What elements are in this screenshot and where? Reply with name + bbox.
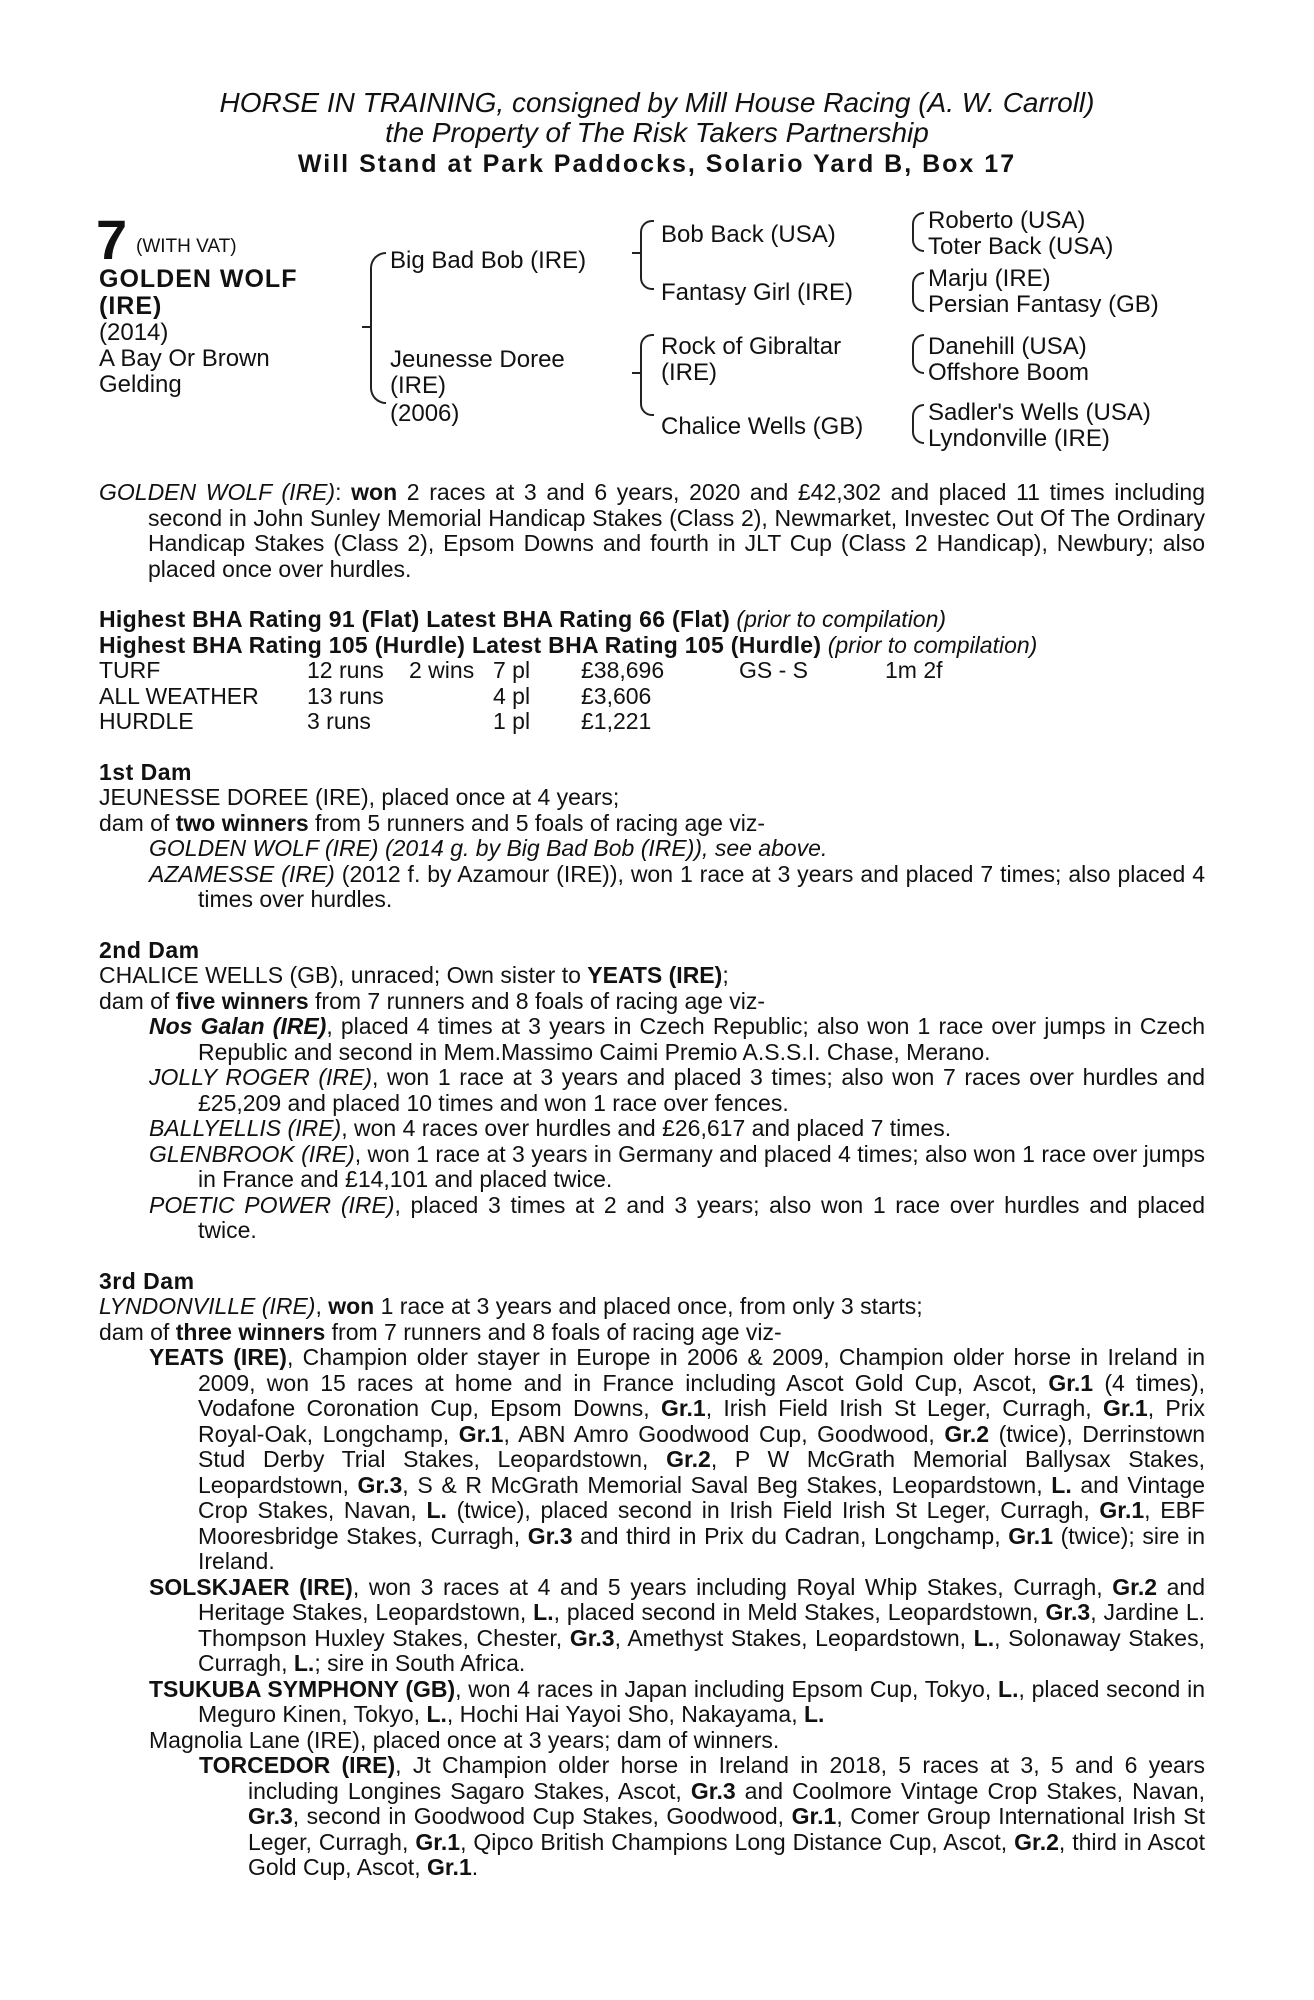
pedigree-dds: Sadler's Wells (USA): [928, 399, 1151, 426]
text-run: and Coolmore Vintage Crop Stakes, Navan,: [735, 1777, 1205, 1804]
pedigree-dam-year: (2006): [390, 400, 460, 427]
text-run: Gr.1: [1102, 1395, 1148, 1421]
vat-note: (WITH VAT): [136, 236, 237, 257]
dam3-produce-yeats: [149, 1345, 1205, 1575]
pedigree-dam-sire: Rock of Gibraltar: [661, 333, 842, 360]
text-run: , Comer Group International Irish St Leger, Curragh,: [248, 1803, 1205, 1855]
text-run: .: [471, 1854, 479, 1880]
pedigree-dsd: Offshore Boom: [928, 359, 1089, 386]
text-run: , ABN Amro Goodwood Cup, Goodwood,: [503, 1420, 945, 1447]
horse-name: GOLDEN WOLF: [99, 265, 298, 293]
text-run: L.: [533, 1599, 554, 1625]
pedigree-brace-sire-dam: [370, 252, 386, 404]
text-run: L.: [804, 1701, 825, 1727]
rating-flat: Highest BHA Rating 91 (Flat) Latest BHA Rating 66 (Flat) (prior to compilation): [99, 606, 947, 632]
pedigree-sire-dam: Fantasy Girl (IRE): [661, 279, 854, 306]
section-2nd-dam: 2nd Dam: [99, 936, 200, 963]
text-run: (twice); sire in Ireland.: [198, 1522, 1205, 1574]
pedigree-brace-ds: [912, 334, 924, 374]
pedigree-brace-sire-line: [640, 220, 654, 290]
text-run: , Jt Champion older horse in Ireland in 2018, 5 races at 3, 5 and 6 years including Longines Sagaro Stakes, Ascot,: [248, 1752, 1205, 1804]
text-run: TSUKUBA SYMPHONY (GB): [149, 1675, 456, 1702]
text-run: , S & R McGrath Memorial Saval Beg Stakes, Leopardstown,: [402, 1471, 1052, 1498]
pedigree-sds: Marju (IRE): [928, 265, 1051, 292]
text-run: Gr.3: [569, 1624, 615, 1651]
foaling-year: (2014): [99, 319, 169, 346]
pedigree-dam-country: (IRE): [390, 372, 446, 399]
text-run: Gr.1: [1099, 1497, 1145, 1523]
text-run: , P W McGrath Memorial Ballysax Stakes, Leopardstown,: [198, 1446, 1206, 1498]
header-property: the Property of The Risk Takers Partnership: [385, 117, 929, 148]
text-run: L.: [293, 1650, 315, 1676]
dam2-produce-summary: dam of five winners from 7 runners and 8 foals of racing age viz-: [99, 987, 766, 1014]
pedigree-ssd: Toter Back (USA): [928, 233, 1114, 260]
text-run: (4 times), Vodafone Coronation Cup, Epsom Downs,: [198, 1369, 1206, 1421]
text-run: Gr.3: [357, 1471, 403, 1498]
text-run: (twice), placed second in Irish Field Irish St Leger, Curragh,: [446, 1497, 1100, 1523]
dam1-produce-summary: dam of two winners from 5 runners and 5 foals of racing age viz-: [99, 809, 766, 836]
section-1st-dam: 1st Dam: [99, 758, 192, 785]
text-run: Gr.3: [527, 1522, 573, 1549]
text-run: Gr.1: [415, 1828, 461, 1855]
dam3-line: LYNDONVILLE (IRE), won 1 race at 3 years and placed once, from only 3 starts;: [99, 1293, 923, 1319]
dam1-line: JEUNESSE DOREE (IRE), placed once at 4 years;: [99, 784, 620, 810]
pedigree-brace-sd: [912, 272, 924, 312]
dam2-produce-glenbrook: GLENBROOK (IRE), won 1 race at 3 years in Germany and placed 4 times; also won 1 race over jumps in France and £14,101 and placed twice.: [149, 1140, 1205, 1192]
text-run: ; sire in South Africa.: [314, 1650, 526, 1676]
text-run: and third in Prix du Cadran, Longchamp,: [572, 1522, 1009, 1549]
text-run: , Irish Field Irish St Leger, Curragh,: [705, 1395, 1103, 1421]
pedigree-sire-sire: Bob Back (USA): [661, 221, 836, 248]
text-run: , EBF Mooresbridge Stakes, Curragh,: [198, 1497, 1205, 1549]
dam3-produce-magnolia-lane: Magnolia Lane (IRE), placed once at 3 years; dam of winners.: [149, 1726, 780, 1753]
brace-tip: [632, 252, 640, 254]
text-run: , Qipco British Champions Long Distance Cup, Ascot,: [460, 1828, 1015, 1855]
brace-tip: [362, 326, 370, 328]
text-run: and Heritage Stakes, Leopardstown,: [198, 1573, 1206, 1625]
text-run: Gr.1: [791, 1803, 837, 1829]
pedigree-dam: Jeunesse Doree: [390, 346, 565, 373]
text-run: Gr.3: [248, 1803, 293, 1829]
record-row-turf: TURF 12 runs 2 wins 7 pl £38,696 GS - S 1m 2f: [99, 657, 943, 683]
catalogue-body: [99, 480, 1205, 1881]
dam2-produce-nos-galan: Nos Galan (IRE), placed 4 times at 3 years in Czech Republic; also won 1 race over jumps in Czech Republic and second in Mem.Massimo Caimi Premio A.S.S.I. Chase, Merano.: [149, 1013, 1206, 1065]
text-run: Gr.3: [1045, 1599, 1091, 1625]
text-run: L.: [998, 1675, 1019, 1702]
text-run: L.: [1051, 1471, 1072, 1498]
text-run: Gr.1: [426, 1854, 472, 1880]
text-run: , Champion older stayer in Europe in 2006 & 2009, Champion older horse in Ireland in 2009, won 15 races at home and in France including Ascot Gold Cup, Ascot,: [198, 1344, 1206, 1396]
text-run: , Jardine L. Thompson Huxley Stakes, Chester,: [198, 1599, 1206, 1651]
text-run: Gr.1: [1048, 1369, 1094, 1396]
text-run: , Solonaway Stakes, Curragh,: [198, 1624, 1205, 1676]
text-run: , Prix Royal-Oak, Longchamp,: [198, 1395, 1206, 1447]
text-run: SOLSKJAER (IRE): [149, 1573, 353, 1600]
text-run: Gr.2: [944, 1420, 990, 1447]
performance-summary: GOLDEN WOLF (IRE): won 2 races at 3 and 6 years, 2020 and £42,302 and placed 11 times including second in John Sunley Memorial Handicap Stakes (Class 2), Newmarket, Investec Out Of The Ordinary Handicap Stakes (Class 2), Epsom Downs and fourth in JLT Cup (Class 2 Handicap), Newbury; also placed once over hurdles.: [99, 479, 1205, 582]
dam2-produce-poetic-power: POETIC POWER (IRE), placed 3 times at 2 and 3 years; also won 1 race over hurdles and placed twice.: [149, 1191, 1206, 1243]
pedigree-sss: Roberto (USA): [928, 207, 1086, 234]
text-run: Gr.1: [660, 1395, 706, 1421]
brace-tip: [632, 372, 640, 374]
section-3rd-dam: 3rd Dam: [99, 1267, 195, 1294]
pedigree-dss: Danehill (USA): [928, 333, 1087, 360]
pedigree-dam-dam: Chalice Wells (GB): [661, 413, 864, 440]
dam3-produce-tsukuba-symphony: [149, 1677, 1205, 1728]
text-run: L.: [426, 1701, 447, 1727]
dam3-grandproduce-torcedor: [199, 1753, 1205, 1881]
text-run: , placed second in Meld Stakes, Leopardstown,: [553, 1599, 1046, 1625]
pedigree-brace-dd: [912, 404, 924, 444]
horse-name-suffix: (IRE): [99, 292, 163, 320]
text-run: , second in Goodwood Cup Stakes, Goodwood,: [292, 1803, 792, 1829]
text-run: Gr.2: [1014, 1828, 1059, 1855]
dam2-line: CHALICE WELLS (GB), unraced; Own sister to YEATS (IRE);: [99, 962, 729, 988]
text-run: Gr.2: [666, 1446, 711, 1472]
text-run: , won 4 races in Japan including Epsom Cup, Tokyo,: [455, 1675, 999, 1702]
dam1-produce-golden-wolf: GOLDEN WOLF (IRE) (2014 g. by Big Bad Bob (IRE)), see above.: [149, 835, 828, 861]
text-run: , Amethyst Stakes, Leopardstown,: [614, 1624, 974, 1651]
pedigree-brace-dam-line: [640, 334, 654, 416]
text-run: Gr.3: [690, 1777, 736, 1804]
pedigree-brace-ss: [912, 212, 924, 252]
pedigree-dam-sire-country: (IRE): [661, 359, 717, 386]
dam2-produce-ballyellis: BALLYELLIS (IRE), won 4 races over hurdles and £26,617 and placed 7 times.: [149, 1115, 952, 1141]
horse-description: A Bay Or Brown: [99, 345, 270, 372]
rating-hurdle: Highest BHA Rating 105 (Hurdle) Latest BHA Rating 105 (Hurdle) (prior to compilation): [99, 631, 1038, 658]
text-run: , placed second in Meguro Kinen, Tokyo,: [198, 1675, 1205, 1727]
text-run: , won 3 races at 4 and 5 years including Royal Whip Stakes, Curragh,: [352, 1573, 1113, 1600]
text-run: Gr.1: [1008, 1522, 1053, 1549]
text-run: Gr.1: [458, 1420, 504, 1447]
text-run: YEATS (IRE): [149, 1344, 287, 1370]
dam3-produce-solskjaer: [149, 1575, 1205, 1677]
pedigree-sdd: Persian Fantasy (GB): [928, 291, 1159, 318]
header-location: Will Stand at Park Paddocks, Solario Yard B, Box 17: [297, 150, 1017, 178]
text-run: and Vintage Crop Stakes, Navan,: [198, 1471, 1205, 1523]
dam2-produce-jolly-roger: JOLLY ROGER (IRE), won 1 race at 3 years and placed 3 times; also won 7 races over hurdles and £25,209 and placed 10 times and won 1 race over fences.: [149, 1064, 1205, 1116]
text-run: (twice), Derrinstown Stud Derby Trial Stakes, Leopardstown,: [198, 1420, 1205, 1472]
text-run: Gr.2: [1112, 1573, 1158, 1600]
record-row-all-weather: ALL WEATHER 13 runs 4 pl £3,606: [99, 682, 652, 709]
dam3-produce-summary: dam of three winners from 7 runners and 8 foals of racing age viz-: [99, 1318, 782, 1345]
record-row-hurdle: HURDLE 3 runs 1 pl £1,221: [99, 708, 652, 734]
text-run: , third in Ascot Gold Cup, Ascot,: [248, 1828, 1205, 1880]
text-run: TORCEDOR (IRE): [199, 1752, 396, 1778]
text-run: , Hochi Hai Yayoi Sho, Nakayama,: [446, 1701, 804, 1727]
header-consignor: HORSE IN TRAINING, consigned by Mill House Racing (A. W. Carroll): [219, 87, 1095, 118]
pedigree-ddd: Lyndonville (IRE): [928, 425, 1110, 452]
horse-sex: Gelding: [99, 371, 182, 398]
text-run: L.: [426, 1497, 447, 1523]
text-run: L.: [973, 1624, 995, 1651]
dam1-produce-azamesse: AZAMESSE (IRE) (2012 f. by Azamour (IRE)), won 1 race at 3 years and placed 7 times; also placed 4 times over hurdles.: [149, 860, 1205, 912]
pedigree-sire: Big Bad Bob (IRE): [390, 247, 587, 274]
lot-number: 7: [96, 208, 128, 271]
